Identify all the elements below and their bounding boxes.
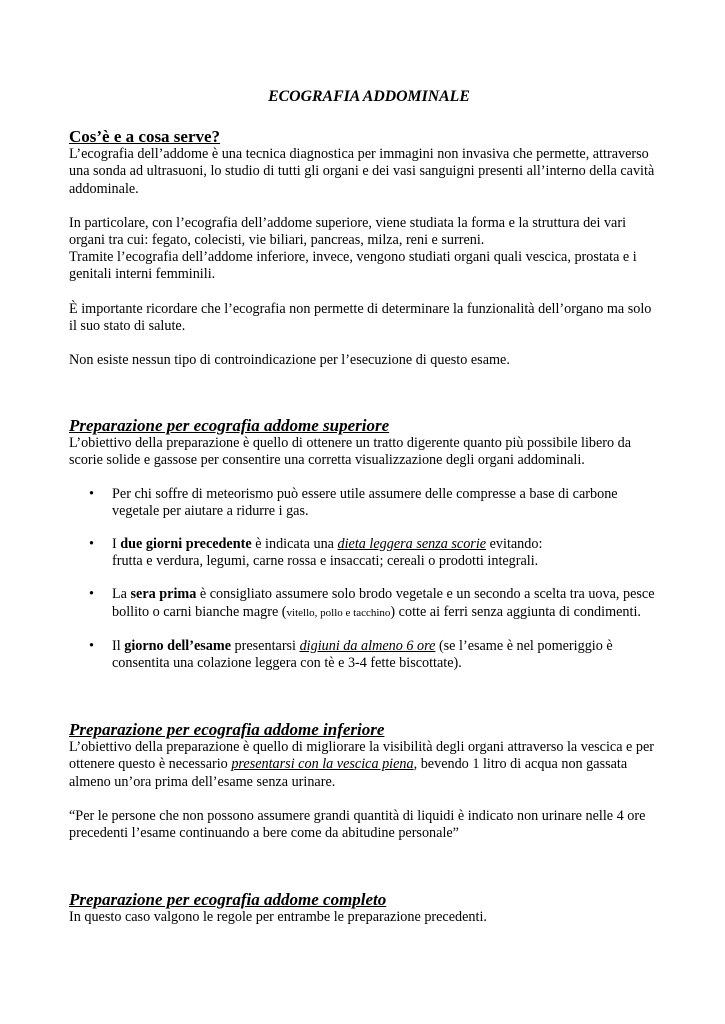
intro-paragraph-2b: Tramite l’ecografia dell’addome inferiore, invece, vengono studiati organi quali vescica, prostata e i genitali interni femminili. bbox=[69, 249, 637, 283]
bullet-icon: • bbox=[89, 536, 94, 553]
intro-heading: Cos’è e a cosa serve? bbox=[69, 127, 221, 147]
emphasis-text: giorno dell’esame bbox=[124, 637, 231, 654]
document-page bbox=[69, 88, 659, 926]
list-item-text: è indicata una bbox=[251, 536, 338, 553]
intro-paragraph-1: L’ecografia dell’addome è una tecnica diagnostica per immagini non invasiva che permette, attraverso una sonda ad ultrasuoni, lo studio di tutti gli organi e dei vasi sanguigni presenti all’interno della cavità addominale. bbox=[69, 146, 655, 197]
list-item-text: La bbox=[112, 586, 131, 603]
superiore-heading: Preparazione per ecografia addome superiore bbox=[69, 416, 390, 436]
superiore-intro: L’obiettivo della preparazione è quello di ottenere un tratto digerente quanto più possibile libero da scorie solide e gassose per consentire una corretta visualizzazione degli organi addominali. bbox=[69, 435, 632, 469]
emphasis-text: dieta leggera senza scorie bbox=[337, 536, 487, 553]
bullet-icon: • bbox=[89, 637, 94, 654]
list-item-text: è consigliato assumere solo brodo vegetale e un secondo a scelta tra uova, pesce bollito o carni bianche magre ( bbox=[112, 586, 655, 620]
paragraph-text: L’obiettivo della preparazione è quello di migliorare la visibilità degli organi attraverso la vescica e per ottenere questo è necessario bbox=[69, 739, 655, 773]
bullet-icon: • bbox=[89, 586, 94, 603]
list-item bbox=[69, 586, 659, 621]
completo-heading: Preparazione per ecografia addome completo bbox=[69, 890, 387, 910]
bullet-icon: • bbox=[89, 485, 94, 502]
small-text: vitello, pollo e tacchino bbox=[286, 606, 391, 619]
list-item-text: Per chi soffre di meteorismo può essere utile assumere delle compresse a base di carbone vegetale per aiutare a ridurre i gas. bbox=[112, 485, 618, 519]
intro-paragraph-3: È importante ricordare che l’ecografia non permette di determinare la funzionalità dell’organo ma solo il suo stato di salute. bbox=[69, 300, 652, 334]
paragraph-text: , bevendo 1 litro di acqua non gassata almeno un’ora prima dell’esame senza urinare. bbox=[69, 756, 628, 790]
inferiore-quote: “Per le persone che non possono assumere grandi quantità di liquidi è indicato non urinare nelle 4 ore precedenti l’esame continuando a bere come da abitudine personale” bbox=[69, 807, 646, 842]
intro-paragraph-4: Non esiste nessun tipo di controindicazione per l’esecuzione di questo esame. bbox=[69, 352, 510, 369]
list-item-text: ) cotte ai ferri senza aggiunta di condimenti. bbox=[390, 603, 641, 620]
superiore-list bbox=[69, 486, 659, 673]
emphasis-text: sera prima bbox=[130, 586, 197, 603]
emphasis-text: digiuni da almeno 6 ore bbox=[299, 637, 436, 654]
list-item-text: frutta e verdura, legumi, carne rossa e insaccati; cereali o prodotti integrali. bbox=[112, 553, 539, 570]
list-item-text: presentarsi bbox=[231, 637, 300, 654]
list-item-text: Il bbox=[112, 637, 125, 654]
emphasis-text: presentarsi con la vescica piena bbox=[231, 756, 414, 773]
inferiore-paragraph-1 bbox=[69, 739, 659, 791]
list-item bbox=[69, 536, 659, 570]
list-item-text: (se l’esame è nel pomeriggio è consentita una colazione leggera con tè e 3-4 fette biscottate). bbox=[112, 637, 613, 672]
inferiore-heading: Preparazione per ecografia addome inferiore bbox=[69, 720, 385, 740]
list-item bbox=[69, 486, 659, 520]
list-item-text: I bbox=[112, 536, 121, 553]
completo-paragraph: In questo caso valgono le regole per entrambe le preparazione precedenti. bbox=[69, 909, 487, 926]
document-title: ECOGRAFIA ADDOMINALE bbox=[268, 88, 470, 105]
list-item bbox=[69, 638, 659, 672]
intro-paragraph-2a: In particolare, con l’ecografia dell’addome superiore, viene studiata la forma e la struttura dei vari organi tra cui: fegato, colecisti, vie biliari, pancreas, milza, reni e surreni. bbox=[69, 214, 627, 249]
emphasis-text: due giorni precedente bbox=[120, 536, 252, 553]
list-item-text: evitando: bbox=[486, 536, 543, 553]
